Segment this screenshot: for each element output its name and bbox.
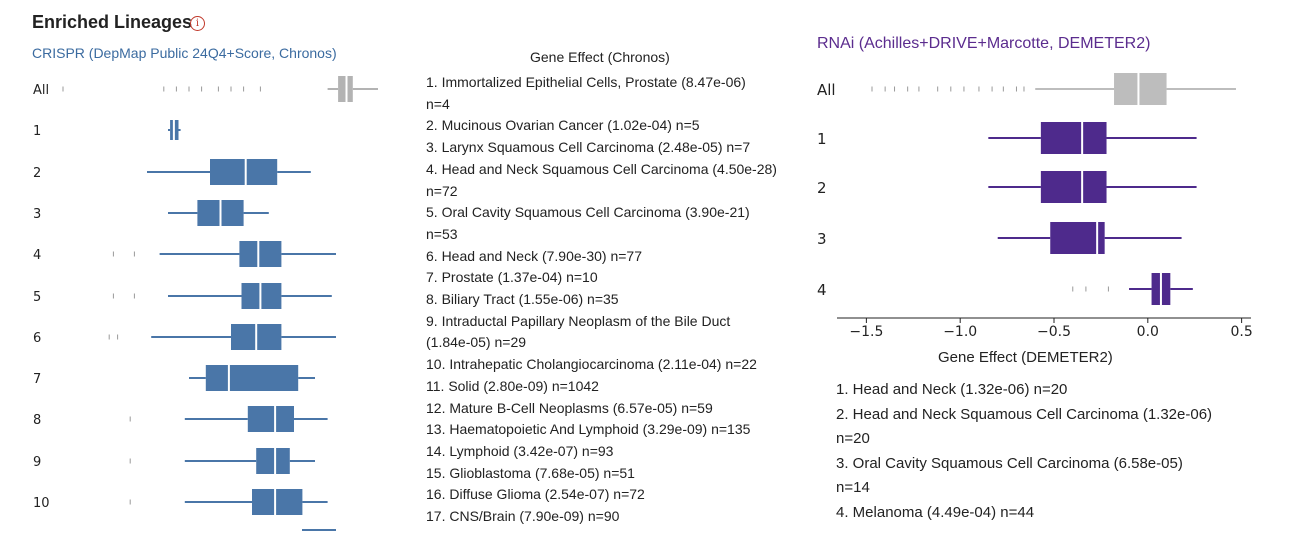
crispr-row-label: 2 <box>33 166 42 181</box>
rnai-x-tick-label: 0.0 <box>1136 324 1159 340</box>
rnai-legend-item: 3. Oral Cavity Squamous Cell Carcinoma (6.58e-05) n=14 <box>836 454 1183 497</box>
crispr-legend-item: 16. Diffuse Glioma (2.54e-07) n=72 <box>426 486 645 503</box>
crispr-box-group <box>130 489 327 515</box>
crispr-box-group <box>168 200 269 226</box>
crispr-row-label: 5 <box>33 290 42 305</box>
rnai-legend-item: 2. Head and Neck Squamous Cell Carcinoma (1.32e-06) n=20 <box>836 405 1213 448</box>
rnai-x-tick-label: −1.0 <box>943 324 978 340</box>
crispr-legend-item: 12. Mature B-Cell Neoplasms (6.57e-05) n=59 <box>426 399 713 416</box>
crispr-legend-item: 5. Oral Cavity Squamous Cell Carcinoma (3.90e-21) n=53 <box>426 204 750 242</box>
crispr-row-label: 3 <box>33 207 42 222</box>
rnai-box-group <box>1073 273 1193 305</box>
crispr-box <box>256 448 290 474</box>
crispr-row-label: 10 <box>33 496 50 511</box>
crispr-row-label: 8 <box>33 413 42 428</box>
crispr-row-label: 9 <box>33 455 42 470</box>
crispr-legend-item: 8. Biliary Tract (1.55e-06) n=35 <box>426 291 619 308</box>
crispr-legend-item: 1. Immortalized Epithelial Cells, Prostate (8.47e-06) n=4 <box>426 74 746 112</box>
crispr-legend-item: 4. Head and Neck Squamous Cell Carcinoma (4.50e-28) n=72 <box>426 160 777 199</box>
rnai-xlabel: Gene Effect (DEMETER2) <box>938 349 1113 366</box>
rnai-box-group <box>998 222 1182 254</box>
rnai-box-group <box>988 171 1196 203</box>
crispr-boxplot <box>0 0 420 558</box>
crispr-box-group <box>168 120 181 140</box>
crispr-legend-item: 3. Larynx Squamous Cell Carcinoma (2.48e-05) n=7 <box>426 139 751 156</box>
crispr-row-label: All <box>33 83 50 98</box>
crispr-subtitle: CRISPR (DepMap Public 24Q4+Score, Chronos) <box>32 45 337 61</box>
crispr-legend-item: 2. Mucinous Ovarian Cancer (1.02e-04) n=5 <box>426 117 700 134</box>
crispr-row-label: 4 <box>33 248 42 263</box>
rnai-box <box>1041 122 1107 154</box>
rnai-legend <box>836 378 1266 526</box>
rnai-boxplot <box>800 60 1280 350</box>
rnai-row-label: All <box>817 81 836 99</box>
crispr-box-group <box>63 76 378 102</box>
crispr-xlabel: Gene Effect (Chronos) <box>530 49 670 65</box>
crispr-box-group <box>130 406 327 432</box>
crispr-row-label: 7 <box>33 372 42 387</box>
crispr-legend-item: 17. CNS/Brain (7.90e-09) n=90 <box>426 508 620 525</box>
crispr-box <box>206 365 298 391</box>
crispr-box <box>239 241 281 267</box>
info-circle-icon[interactable]: i <box>190 16 205 31</box>
crispr-legend-item: 6. Head and Neck (7.90e-30) n=77 <box>426 247 642 264</box>
crispr-box-group <box>113 283 331 309</box>
rnai-row-label: 1 <box>817 130 827 148</box>
rnai-box <box>1114 73 1167 105</box>
crispr-box <box>242 283 282 309</box>
rnai-box-group <box>872 73 1236 105</box>
crispr-clipped-box <box>302 529 336 531</box>
rnai-x-tick-label: −1.5 <box>849 324 884 340</box>
crispr-row-label: 6 <box>33 331 42 346</box>
crispr-box <box>210 159 277 185</box>
rnai-box <box>1041 171 1107 203</box>
crispr-legend-item: 9. Intraductal Papillary Neoplasm of the Bile Duct (1.84e-05) n=29 <box>426 312 731 351</box>
crispr-row-label: 1 <box>33 124 42 139</box>
crispr-legend-item: 13. Haematopoietic And Lymphoid (3.29e-09) n=135 <box>426 421 751 438</box>
crispr-box-group <box>113 241 336 267</box>
page-title: Enriched Lineages <box>32 12 193 32</box>
rnai-box-group <box>988 122 1196 154</box>
rnai-row-label: 4 <box>817 281 827 299</box>
crispr-box <box>248 406 294 432</box>
crispr-legend-item: 11. Solid (2.80e-09) n=1042 <box>426 377 599 394</box>
crispr-legend-item: 14. Lymphoid (3.42e-07) n=93 <box>426 442 614 459</box>
crispr-legend-item: 7. Prostate (1.37e-04) n=10 <box>426 269 598 286</box>
crispr-box-group <box>147 159 311 185</box>
crispr-legend <box>426 72 806 528</box>
rnai-legend-item: 1. Head and Neck (1.32e-06) n=20 <box>836 381 1068 398</box>
rnai-subtitle: RNAi (Achilles+DRIVE+Marcotte, DEMETER2) <box>817 35 1151 52</box>
crispr-box-group <box>189 365 315 391</box>
crispr-box-group <box>130 448 315 474</box>
crispr-box-group <box>109 324 336 350</box>
rnai-legend-item: 4. Melanoma (4.49e-04) n=44 <box>836 503 1035 521</box>
rnai-row-label: 3 <box>817 230 827 248</box>
crispr-box <box>338 76 353 102</box>
rnai-x-tick-label: −0.5 <box>1037 324 1071 340</box>
crispr-legend-item: 15. Glioblastoma (7.68e-05) n=51 <box>426 464 635 481</box>
crispr-box <box>252 489 302 515</box>
crispr-legend-item: 10. Intrahepatic Cholangiocarcinoma (2.11e-04) n=22 <box>426 356 757 373</box>
rnai-x-tick-label: 0.5 <box>1230 324 1253 340</box>
rnai-row-label: 2 <box>817 179 827 197</box>
